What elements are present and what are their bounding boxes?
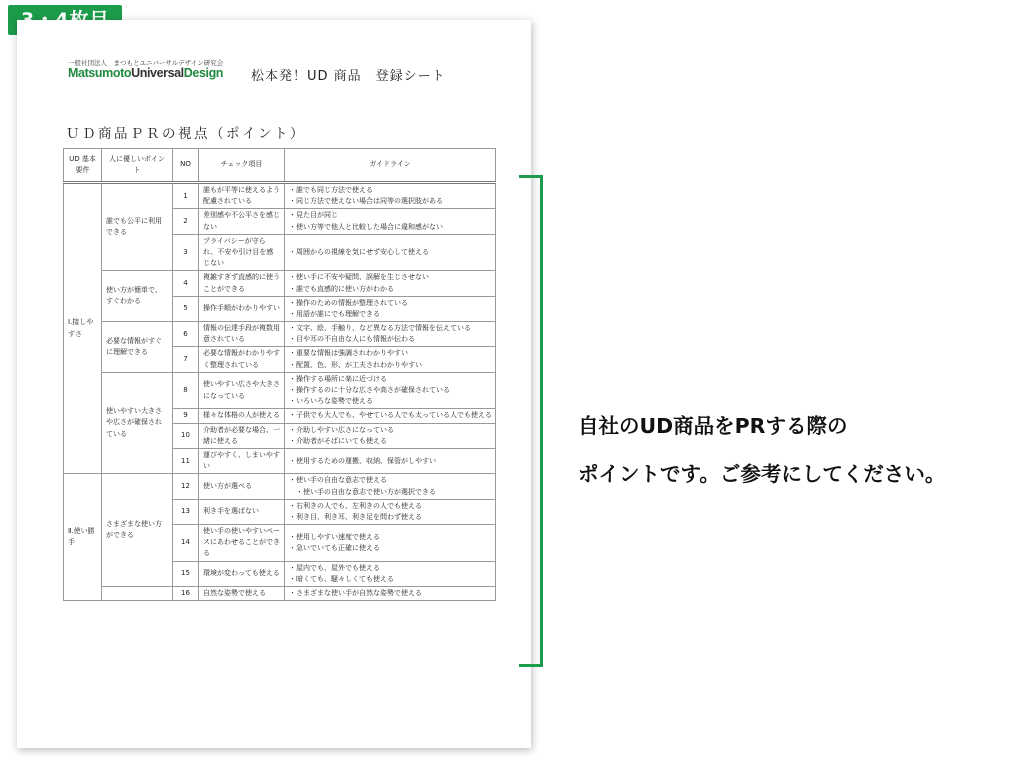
header-no: NO xyxy=(173,149,199,183)
callout-line-1: 自社のUD商品をPRする際の xyxy=(578,414,848,438)
no-cell: 4 xyxy=(173,271,199,296)
table-row xyxy=(64,271,496,296)
point-cell: さまざまな使い方ができる xyxy=(102,474,173,587)
no-cell: 7 xyxy=(173,347,199,372)
guideline-line: ・使い手に不安や疑問、誤解を生じさせない xyxy=(289,273,429,282)
guideline-line: ・用語が誰にでも理解できる xyxy=(289,309,380,318)
no-cell: 6 xyxy=(173,322,199,347)
point-cell: 使い方が簡単で、すぐわかる xyxy=(102,271,173,322)
check-cell: 利き手を選ばない xyxy=(199,499,285,524)
registration-sheet xyxy=(17,20,531,748)
header-point: 人に優しいポイント xyxy=(102,149,173,183)
guideline-line: ・屋内でも、屋外でも使える xyxy=(289,563,380,572)
no-cell: 12 xyxy=(173,474,199,499)
guideline-line: ・誰でも同じ方法で使える xyxy=(289,186,373,194)
guideline-cell xyxy=(285,234,496,271)
table-row xyxy=(64,474,496,499)
table-row xyxy=(64,183,496,209)
guideline-cell xyxy=(285,209,496,234)
check-cell: 介助者が必要な場合、一緒に使える xyxy=(199,423,285,448)
check-cell: 操作手順がわかりやすい xyxy=(199,296,285,321)
sheet-title: 松本発！UD 商品 登録シート xyxy=(251,69,446,84)
guideline-line: ・使用するための運搬、収納、保管がしやすい xyxy=(289,456,436,465)
guideline-line: ・子供でも大人でも、やせている人でも太っている人でも使える xyxy=(289,411,492,420)
check-cell: 様々な体格の人が使える xyxy=(199,409,285,423)
callout-message xyxy=(578,402,945,498)
callout-line-2: ポイントです。ご参考にしてください。 xyxy=(578,462,946,486)
guideline-line: ・介助者がそばにいても使える xyxy=(289,436,387,445)
check-cell: 必要な情報がわかりやすく整理されている xyxy=(199,347,285,372)
guideline-cell xyxy=(285,499,496,524)
guideline-cell xyxy=(285,183,496,209)
no-cell: 2 xyxy=(173,209,199,234)
check-cell: 使い方が選べる xyxy=(199,474,285,499)
no-cell: 9 xyxy=(173,409,199,423)
header-check: チェック項目 xyxy=(199,149,285,183)
guideline-line: ・いろいろな姿勢で使える xyxy=(289,397,373,406)
guideline-line: ・重要な情報は強調されわかりやすい xyxy=(289,349,408,358)
brand-logo: MatsumotoUniversalDesign xyxy=(68,66,224,80)
guideline-line: ・目や耳の不自由な人にも情報が伝わる xyxy=(289,335,415,344)
guideline-cell xyxy=(285,322,496,347)
table-row xyxy=(64,587,496,601)
guideline-cell xyxy=(285,525,496,562)
guideline-cell xyxy=(285,587,496,601)
requirement-cell: Ⅰ.接しやすさ xyxy=(64,183,102,474)
no-cell: 1 xyxy=(173,183,199,209)
org-label: 一般社団法人 まつもとユニバーサルデザイン研究会 xyxy=(68,59,224,67)
guideline-line: ・利き目、利き耳、利き足を問わず使える xyxy=(289,512,422,521)
check-cell: 情報の伝達手段が複数用意されている xyxy=(199,322,285,347)
table-row xyxy=(64,322,496,347)
guideline-line: ・介助しやすい広さになっている xyxy=(289,425,394,434)
guideline-line: ・使い方等で他人と比較した場合に違和感がない xyxy=(289,222,443,231)
no-cell: 3 xyxy=(173,234,199,271)
check-cell: 環境が変わっても使える xyxy=(199,561,285,586)
section-title: ＵＤ商品ＰＲの視点（ポイント） xyxy=(66,126,306,142)
guideline-line: ・急いでいても正確に使える xyxy=(289,543,380,552)
guideline-line: ・操作するのに十分な広さや高さが確保されている xyxy=(289,386,450,394)
ud-points-table xyxy=(63,148,496,601)
header-requirement: UD 基本要件 xyxy=(64,149,102,183)
check-cell: 誰もが平等に使えるよう配慮されている xyxy=(199,183,285,209)
guideline-line: ・使用しやすい速度で使える xyxy=(289,532,380,541)
guideline-line: ・操作のための情報が整理されている xyxy=(289,298,408,307)
guideline-cell xyxy=(285,296,496,321)
no-cell: 5 xyxy=(173,296,199,321)
guideline-line: ・暗くても、騒々しくても使える xyxy=(289,574,394,583)
no-cell: 11 xyxy=(173,448,199,473)
no-cell: 8 xyxy=(173,372,199,409)
guideline-cell xyxy=(285,409,496,423)
guideline-cell xyxy=(285,448,496,473)
guideline-cell xyxy=(285,271,496,296)
no-cell: 16 xyxy=(173,587,199,601)
point-cell: 使いやすい大きさや広さが確保されている xyxy=(102,372,173,474)
guideline-line: ・同じ方法で使えない場合は同等の選択肢がある xyxy=(289,197,443,206)
point-cell xyxy=(102,587,173,601)
guideline-line: ・使い手の自由な意志で使える xyxy=(289,476,387,485)
table-body xyxy=(64,183,496,601)
callout-bracket xyxy=(519,175,543,667)
guideline-cell xyxy=(285,561,496,586)
check-cell: 複雑すぎず直感的に使うことができる xyxy=(199,271,285,296)
table-row xyxy=(64,372,496,409)
no-cell: 14 xyxy=(173,525,199,562)
guideline-line: ・操作する場所に楽に近づける xyxy=(289,374,387,383)
guideline-cell xyxy=(285,423,496,448)
check-cell: 差別感や不公平さを感じない xyxy=(199,209,285,234)
guideline-line: ・使い手の自由な意志で使い方が選択できる xyxy=(289,487,436,496)
guideline-line: ・さまざまな使い手が自然な姿勢で使える xyxy=(289,589,422,597)
header-guideline: ガイドライン xyxy=(285,149,496,183)
guideline-line: ・誰でも直感的に使い方がわかる xyxy=(289,284,394,293)
point-cell: 誰でも公平に利用できる xyxy=(102,183,173,271)
guideline-cell xyxy=(285,474,496,499)
no-cell: 15 xyxy=(173,561,199,586)
check-cell: プライバシーが守られ、不安や引け目を感じない xyxy=(199,234,285,271)
guideline-line: ・周囲からの視線を気にせず安心して使える xyxy=(289,247,429,256)
check-cell: 自然な姿勢で使える xyxy=(199,587,285,601)
guideline-line: ・配置、色、形、が工夫されわかりやすい xyxy=(289,360,422,369)
requirement-cell: Ⅱ.使い勝手 xyxy=(64,474,102,601)
guideline-cell xyxy=(285,347,496,372)
guideline-line: ・見た目が同じ xyxy=(289,211,338,220)
guideline-cell xyxy=(285,372,496,409)
point-cell: 必要な情報がすぐに理解できる xyxy=(102,322,173,373)
check-cell: 使い手の使いやすいペースにあわせることができる xyxy=(199,525,285,562)
no-cell: 13 xyxy=(173,499,199,524)
table-header-row xyxy=(64,149,496,183)
check-cell: 運びやすく、しまいやすい xyxy=(199,448,285,473)
guideline-line: ・文字、絵、手触り、など異なる方法で情報を伝えている xyxy=(289,324,471,333)
guideline-line: ・右利きの人でも、左利きの人でも使える xyxy=(289,501,422,510)
no-cell: 10 xyxy=(173,423,199,448)
check-cell: 使いやすい広さや大きさになっている xyxy=(199,372,285,409)
